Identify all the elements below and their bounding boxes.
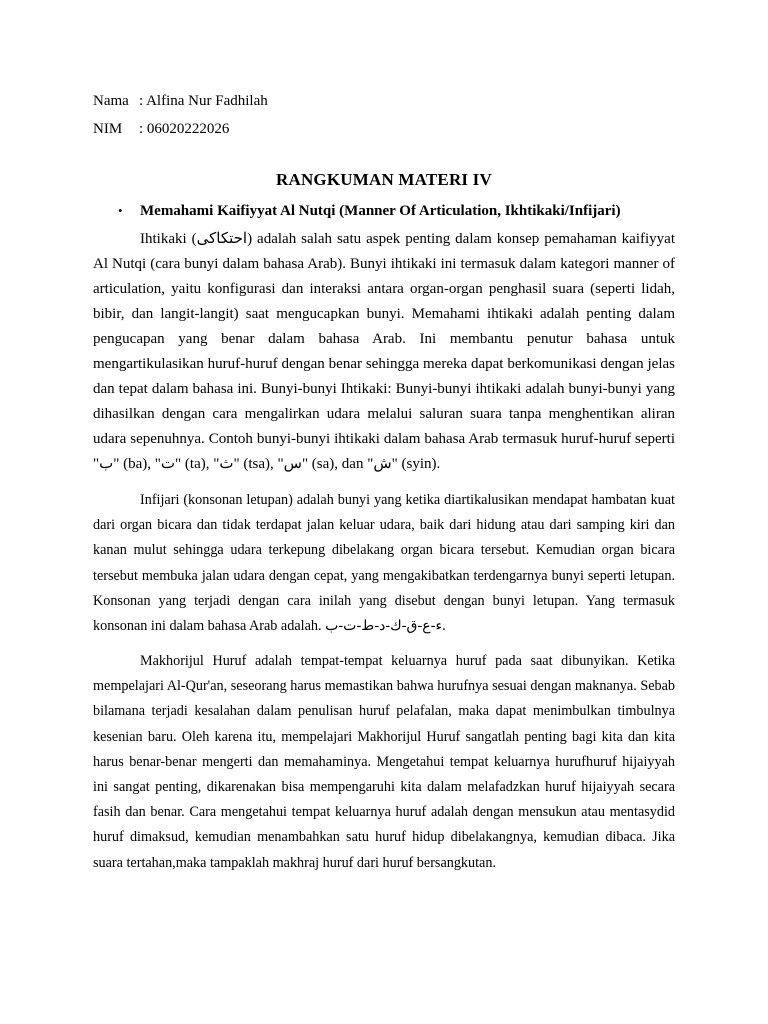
section-heading [118, 203, 621, 220]
student-info [93, 87, 268, 143]
name-value: : Alfina Nur Fadhilah [139, 93, 268, 109]
nim-label: NIM [93, 121, 123, 137]
document-title: RANGKUMAN MATERI IV [276, 170, 492, 189]
paragraph-infijari: Infijari (konsonan letupan) adalah bunyi yang ketika diartikalusikan mendapat hambatan kuat dari organ bicara dan tidak terdapat jalan keluar udara, baik dari hidung atau dari samping kiri dan kanan mulut sehingga udara terkepung dibelakang organ bicara tersebut. Kemudian organ bicara tersebut membuka jalan udara dengan cepat, yang mengakibatkan terdengarnya bunyi seperti letupan. Konsonan yang terjadi dengan cara inilah yang disebut dengan bunyi letupan. Yang termasuk konsonan ini dalam bahasa Arab adalah. ء-ع-ق-ك-د-ط-ت-ب. [93, 492, 675, 635]
nim-row [93, 115, 268, 143]
name-row [93, 87, 268, 115]
name-label: Nama [93, 93, 129, 109]
paragraph-makhorijul-huruf: Makhorijul Huruf adalah tempat-tempat keluarnya huruf pada saat dibunyikan. Ketika mempelajari Al-Qur'an, seseorang harus memastikan bahwa hurufnya sesuai dengan maknanya. Sebab bilamana terjadi kesalahan dalam penulisan huruf pelafalan, maka dapat menimbulkan timbulnya kesenian baru. Oleh karena itu, mempelajari Makhorijul Huruf sangatlah penting bagi kita dan kita harus benar-benar mengerti dan memahaminya. Mengetahui tempat keluarnya hurufhuruf hijaiyyah ini sangat penting, dikarenakan bisa mempengaruhi kita dalam melafadzkan huruf hijaiyyah secara fasih dan benar. Cara mengetahui tempat keluarnya huruf adalah dengan mensukun atau mentasydid huruf dimaksud, kemudian menambahkan satu huruf hidup dibelakangnya, kemudian dibaca. Jika suara tertahan,maka tampaklah makhraj huruf dari huruf bersangkutan. [93, 653, 675, 871]
bullet-icon: • [118, 203, 123, 218]
section-heading-text: Memahami Kaifiyyat Al Nutqi (Manner Of Articulation, Ikhtikaki/Infijari) [140, 203, 621, 219]
nim-value: : 06020222026 [139, 121, 230, 137]
paragraph-ihtikaki: Ihtikaki (احتكاكى) adalah salah satu aspek penting dalam konsep pemahaman kaifiyyat Al Nutqi (cara bunyi dalam bahasa Arab). Bunyi ihtikaki ini termasuk dalam kategori manner of articulation, yaitu konfigurasi dan interaksi antara organ-organ penghasil suara (seperti lidah, bibir, dan langit-langit) saat mengucapkan bunyi. Memahami ihtikaki adalah penting dalam pengucapan yang benar dalam bahasa Arab. Ini membantu penutur bahasa untuk mengartikulasikan huruf-huruf dengan benar sehingga mereka dapat berkomunikasi dengan jelas dan tepat dalam bahasa ini. Bunyi-bunyi Ihtikaki: Bunyi-bunyi ihtikaki adalah bunyi-bunyi yang dihasilkan dengan cara mengalirkan udara melalui saluran suara tanpa menghentikan aliran udara sepenuhnya. Contoh bunyi-bunyi ihtikaki dalam bahasa Arab termasuk huruf-huruf seperti "ب" (ba), "ت" (ta), "ث" (tsa), "س" (sa), dan "ش" (syin). [93, 231, 675, 472]
